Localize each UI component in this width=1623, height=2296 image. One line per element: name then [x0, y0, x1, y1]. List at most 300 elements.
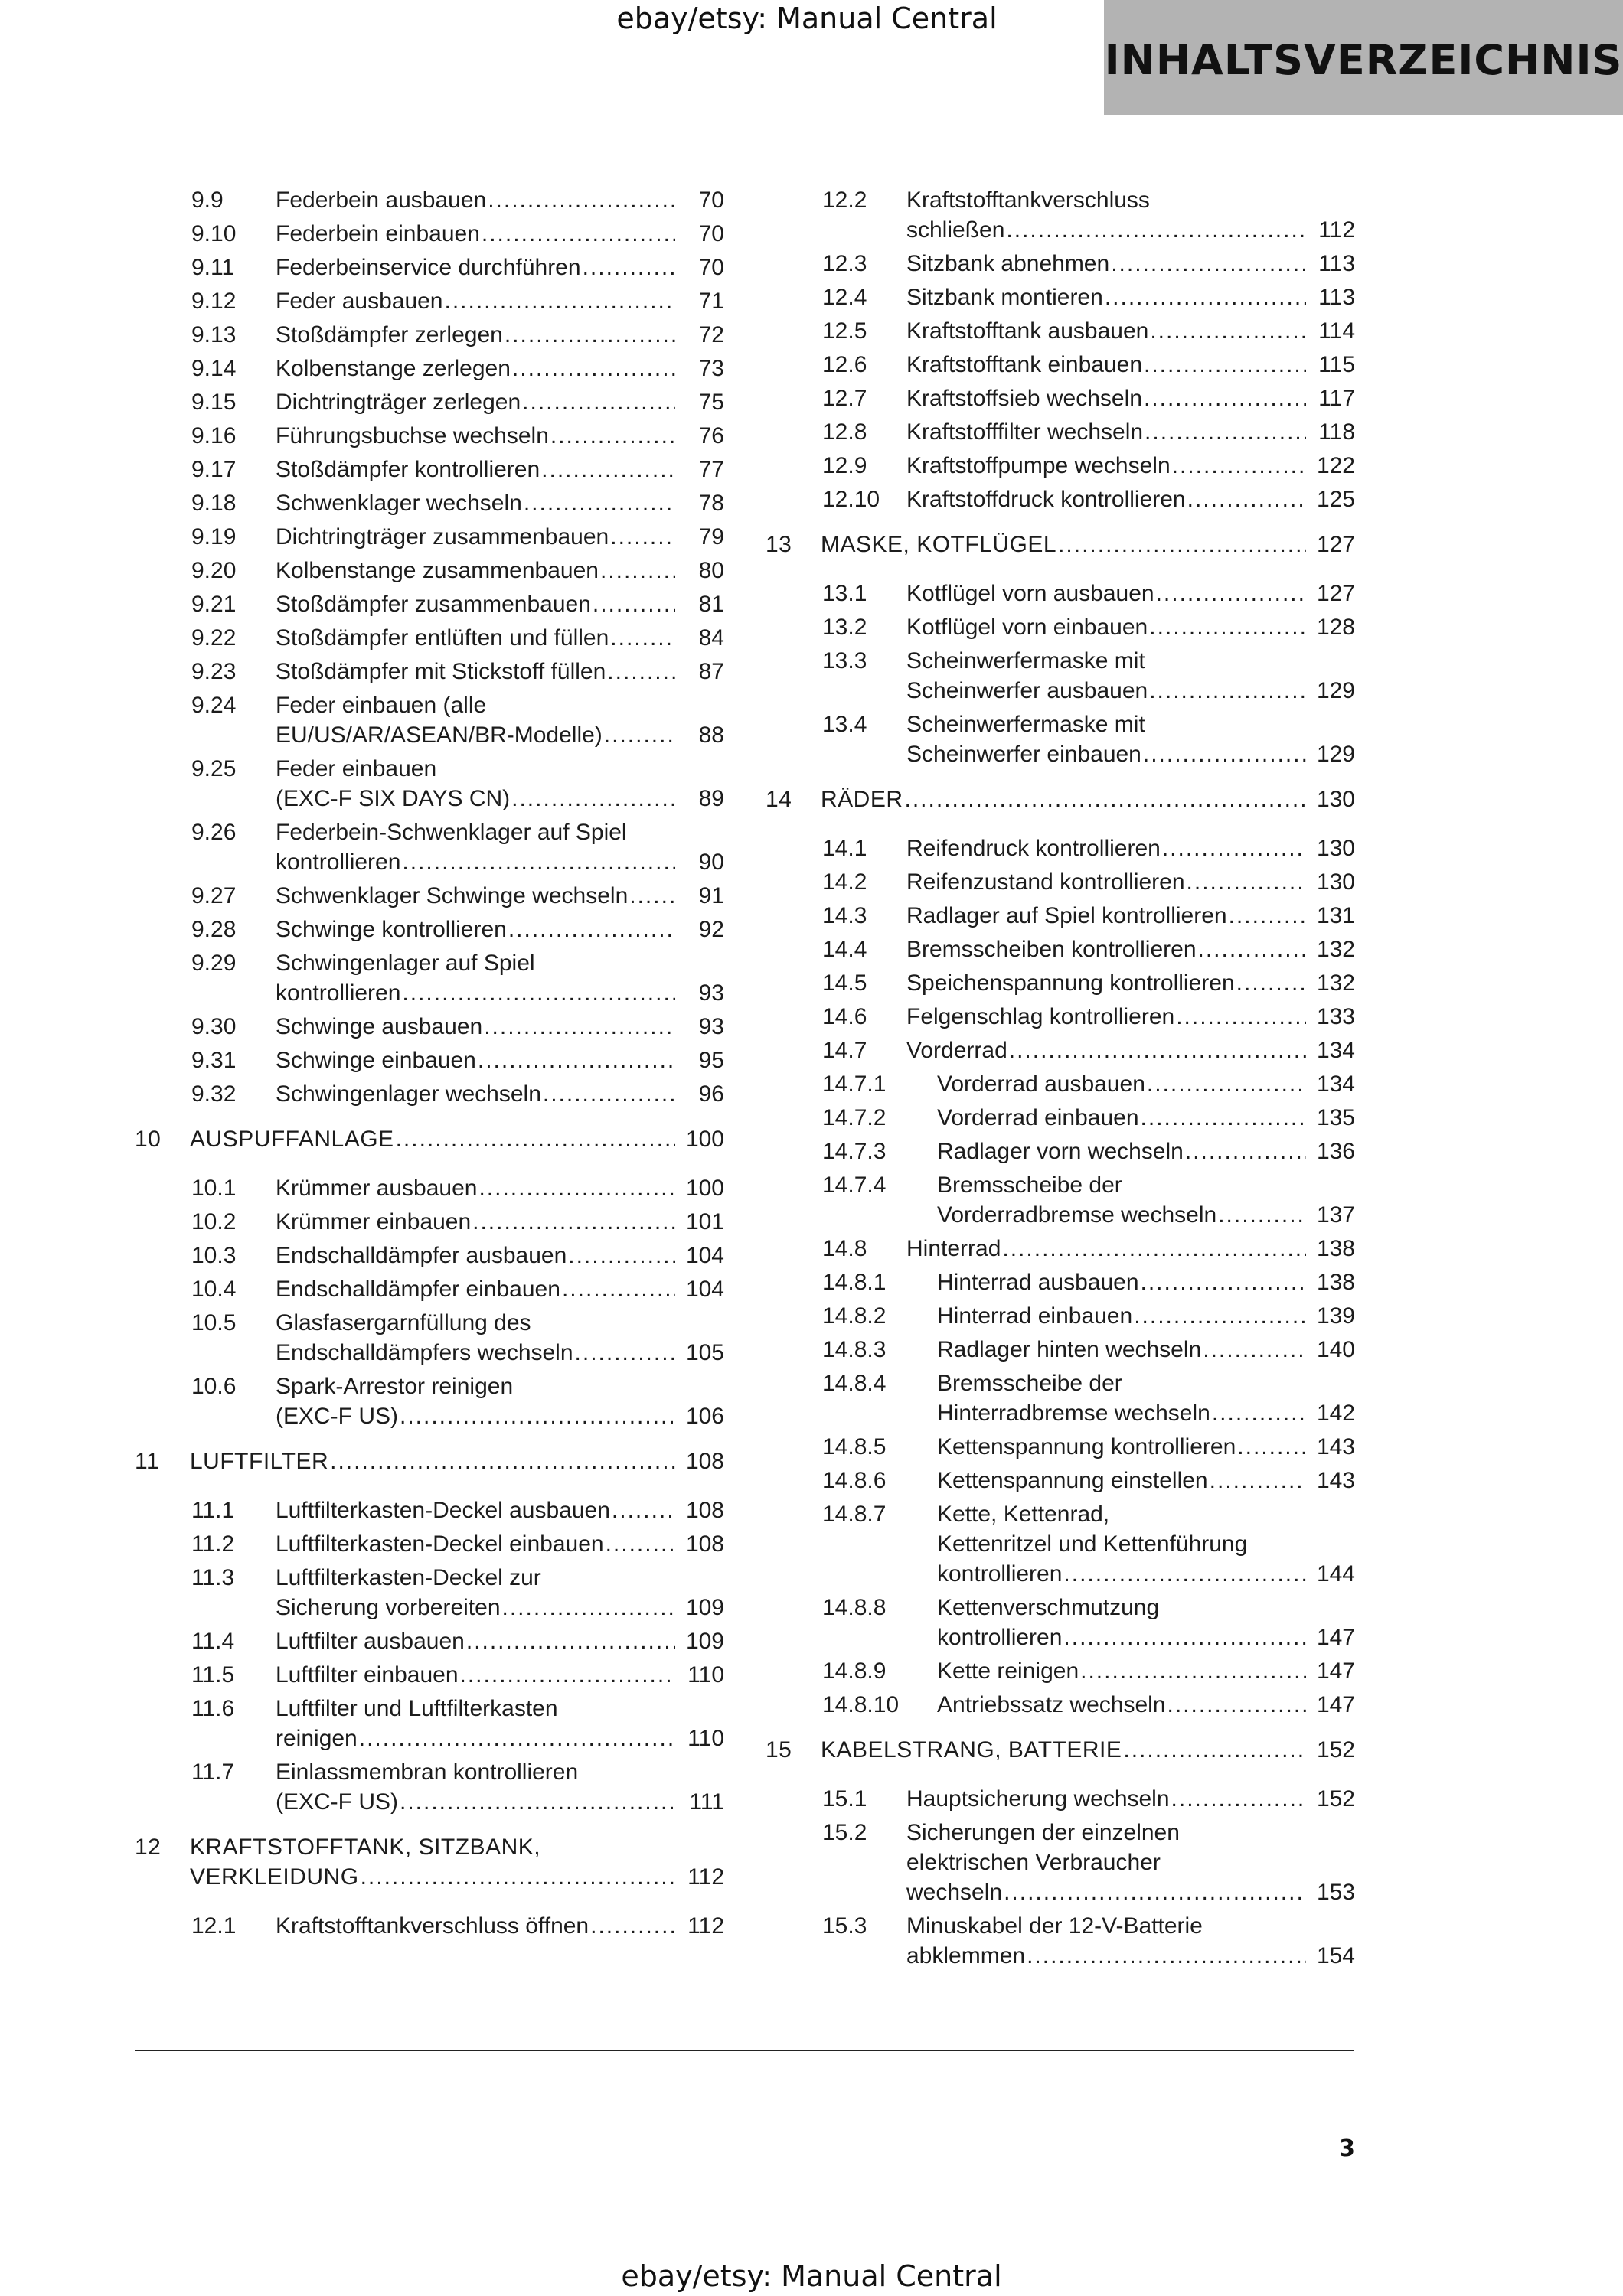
toc-entry-number: 14.8.5: [822, 1434, 887, 1459]
toc-entry-page: 137: [1316, 1202, 1355, 1228]
toc-entry[interactable]: [766, 1234, 1355, 1264]
section-title: INHALTSVERZEICHNIS: [1104, 35, 1623, 84]
toc-entry[interactable]: [135, 1079, 724, 1109]
toc-entry[interactable]: [135, 1563, 724, 1623]
toc-entry[interactable]: [135, 219, 724, 249]
toc-entry-title: (EXC-F US): [276, 1789, 398, 1815]
dot-leader: [550, 421, 675, 451]
toc-entry-page: 130: [1316, 869, 1355, 895]
toc-entry[interactable]: [135, 1495, 724, 1525]
toc-entry-page: 113: [1318, 285, 1355, 310]
toc-entry-page: 100: [685, 1176, 724, 1201]
dot-leader: [1210, 1466, 1306, 1495]
toc-entry[interactable]: [766, 1593, 1355, 1652]
toc-entry[interactable]: [766, 1466, 1355, 1495]
toc-entry-title: Kolbenstange zusammenbauen: [276, 558, 599, 583]
dot-leader: [575, 1338, 675, 1368]
toc-entry-page: 90: [698, 850, 724, 875]
toc-entry-number: 14.8.7: [822, 1502, 887, 1527]
toc-entry-page: 109: [685, 1629, 724, 1654]
dot-leader: [1002, 1234, 1306, 1264]
toc-entry-page: 76: [698, 423, 724, 448]
toc-entry-number: 9.29: [191, 951, 237, 976]
toc-entry[interactable]: [135, 754, 724, 814]
dot-leader: [1027, 1941, 1306, 1971]
dot-leader: [482, 219, 675, 249]
toc-entry-page: 127: [1316, 581, 1355, 606]
toc-entry-title: Scheinwerfer ausbauen: [906, 678, 1148, 703]
toc-entry-number: 11.4: [191, 1629, 235, 1654]
dot-leader: [1237, 1432, 1306, 1462]
toc-chapter-entry[interactable]: [135, 1446, 724, 1476]
toc-entry-title: Schwinge einbauen: [276, 1048, 476, 1073]
toc-entry-title: Bremsscheiben kontrollieren: [906, 937, 1197, 962]
toc-entry[interactable]: [766, 1911, 1355, 1971]
toc-entry[interactable]: [766, 1499, 1355, 1589]
toc-entry[interactable]: [135, 881, 724, 911]
toc-entry-page: 88: [698, 722, 724, 748]
toc-entry-title: Sitzbank abnehmen: [906, 251, 1110, 276]
toc-entry[interactable]: [766, 484, 1355, 514]
toc-entry-page: 100: [685, 1127, 724, 1152]
toc-entry[interactable]: [766, 1335, 1355, 1365]
toc-entry[interactable]: [766, 709, 1355, 769]
toc-entry-title: Schwingenlager wechseln: [276, 1081, 541, 1107]
toc-entry-number: 9.26: [191, 820, 237, 845]
toc-entry[interactable]: [766, 1656, 1355, 1686]
toc-entry-title: Glasfasergarnfüllung des: [276, 1310, 531, 1336]
toc-entry-title: kontrollieren: [276, 850, 401, 875]
dot-leader: [1236, 968, 1306, 998]
toc-entry-page: 106: [685, 1404, 724, 1429]
toc-entry[interactable]: [766, 350, 1355, 380]
toc-entry-page: 110: [687, 1662, 724, 1688]
toc-entry-number: 9.16: [191, 423, 237, 448]
dot-leader: [512, 354, 675, 383]
toc-entry-title: Dichtringträger zusammenbauen: [276, 524, 609, 550]
toc-entry-page: 92: [698, 917, 724, 942]
toc-entry[interactable]: [135, 690, 724, 750]
toc-entry-number: 10.2: [191, 1209, 237, 1234]
toc-entry-title: Kette reinigen: [937, 1658, 1079, 1684]
footer-divider: [135, 2050, 1354, 2051]
toc-entry-page: 138: [1316, 1236, 1355, 1261]
toc-entry[interactable]: [766, 1818, 1355, 1907]
toc-entry-page: 81: [698, 592, 724, 617]
toc-entry-page: 104: [685, 1277, 724, 1302]
toc-entry-number: 9.20: [191, 558, 237, 583]
toc-entry[interactable]: [766, 1267, 1355, 1297]
toc-entry[interactable]: [766, 867, 1355, 897]
toc-entry-title: Bremsscheibe der: [937, 1371, 1122, 1396]
dot-leader: [400, 1401, 675, 1431]
dot-leader: [502, 1593, 675, 1623]
toc-entry-title: Krümmer einbauen: [276, 1209, 472, 1234]
toc-entry[interactable]: [135, 1660, 724, 1690]
toc-entry-title: Luftfilterkasten-Deckel einbauen: [276, 1531, 604, 1557]
toc-entry-number: 9.9: [191, 188, 224, 213]
toc-entry-number: 9.13: [191, 322, 237, 347]
toc-entry[interactable]: [135, 915, 724, 944]
toc-entry-number: 14.8.4: [822, 1371, 887, 1396]
toc-entry-title: kontrollieren: [276, 980, 401, 1006]
toc-entry[interactable]: [135, 948, 724, 1008]
toc-entry-page: 117: [1318, 386, 1355, 411]
toc-entry[interactable]: [766, 1137, 1355, 1166]
toc-entry[interactable]: [135, 1045, 724, 1075]
toc-entry-number: 11.2: [191, 1531, 235, 1557]
toc-entry-title: Federbein einbauen: [276, 221, 480, 246]
dot-leader: [1172, 451, 1306, 481]
toc-entry[interactable]: [766, 1784, 1355, 1814]
toc-entry[interactable]: [135, 421, 724, 451]
toc-entry-title: Krümmer ausbauen: [276, 1176, 478, 1201]
toc-entry-title: Scheinwerfermaske mit: [906, 648, 1145, 673]
toc-entry[interactable]: [766, 579, 1355, 608]
dot-leader: [1111, 249, 1306, 279]
toc-entry-title: Schwinge kontrollieren: [276, 917, 507, 942]
toc-chapter-entry[interactable]: [766, 1735, 1355, 1765]
toc-entry-page: 130: [1316, 787, 1355, 812]
toc-entry[interactable]: [766, 417, 1355, 447]
toc-entry-page: 139: [1316, 1303, 1355, 1329]
dot-leader: [1187, 867, 1306, 897]
toc-entry[interactable]: [135, 589, 724, 619]
watermark-bottom-text: ebay/etsy: Manual Central: [621, 2259, 1002, 2293]
toc-entry-title: Radlager auf Spiel kontrollieren: [906, 903, 1227, 928]
toc-entry-page: 95: [698, 1048, 724, 1073]
toc-entry[interactable]: [766, 451, 1355, 481]
dot-leader: [478, 1045, 675, 1075]
dot-leader: [1123, 1735, 1306, 1765]
toc-entry[interactable]: [135, 1911, 724, 1941]
toc-entry-number: 13.1: [822, 581, 867, 606]
toc-entry-title: wechseln: [906, 1880, 1003, 1905]
toc-entry[interactable]: [135, 556, 724, 585]
dot-leader: [562, 1274, 675, 1304]
toc-entry[interactable]: [766, 282, 1355, 312]
toc-entry-title: Kraftstoffdruck kontrollieren: [906, 487, 1186, 512]
dot-leader: [1004, 1877, 1306, 1907]
toc-entry[interactable]: [766, 1035, 1355, 1065]
toc-chapter-entry[interactable]: [766, 530, 1355, 559]
dot-leader: [1144, 383, 1306, 413]
toc-entry[interactable]: [766, 1170, 1355, 1230]
toc-entry-title: Scheinwerfermaske mit: [906, 712, 1145, 737]
toc-entry-page: 87: [698, 659, 724, 684]
toc-entry[interactable]: [766, 1432, 1355, 1462]
toc-entry[interactable]: [135, 286, 724, 316]
toc-entry-number: 14.2: [822, 869, 867, 895]
toc-entry-page: 110: [687, 1726, 724, 1751]
toc-entry-number: 10.3: [191, 1243, 237, 1268]
section-header: [1104, 0, 1623, 115]
toc-entry-number: 14.7.3: [822, 1139, 887, 1164]
toc-entry-page: 140: [1316, 1337, 1355, 1362]
toc-entry-page: 80: [698, 558, 724, 583]
toc-entry-title: abklemmen: [906, 1943, 1026, 1968]
toc-entry-page: 79: [698, 524, 724, 550]
toc-entry[interactable]: [135, 1308, 724, 1368]
toc-entry-page: 129: [1316, 678, 1355, 703]
toc-entry-title: Kraftstofftankverschluss: [906, 188, 1150, 213]
toc-entry[interactable]: [766, 383, 1355, 413]
toc-entry[interactable]: [766, 316, 1355, 346]
toc-entry-number: 9.22: [191, 625, 237, 651]
toc-entry-title: Kettenspannung einstellen: [937, 1468, 1208, 1493]
dot-leader: [1063, 1559, 1306, 1589]
dot-leader: [590, 1911, 675, 1941]
toc-entry-page: 130: [1316, 836, 1355, 861]
toc-entry[interactable]: [135, 1694, 724, 1753]
toc-entry-page: 133: [1316, 1004, 1355, 1029]
toc-entry[interactable]: [766, 1301, 1355, 1331]
toc-entry-number: 11.3: [191, 1565, 235, 1590]
toc-entry-number: 14.6: [822, 1004, 867, 1029]
toc-entry-title: reinigen: [276, 1726, 358, 1751]
toc-entry-title: Vorderrad ausbauen: [937, 1071, 1145, 1097]
toc-entry-title: Stoßdämpfer mit Stickstoff füllen: [276, 659, 606, 684]
page-number: 3: [1339, 2135, 1355, 2162]
dot-leader: [607, 657, 675, 687]
toc-entry-page: 144: [1316, 1561, 1355, 1587]
toc-entry-number: 14.8.6: [822, 1468, 887, 1493]
toc-entry-number: 9.23: [191, 659, 237, 684]
toc-entry-page: 118: [1318, 419, 1355, 445]
toc-entry-title: Feder ausbauen: [276, 289, 443, 314]
toc-entry-title: Luftfilter ausbauen: [276, 1629, 465, 1654]
dot-leader: [402, 847, 675, 877]
toc-entry-title: Kotflügel vorn ausbauen: [906, 581, 1154, 606]
toc-entry-title: VERKLEIDUNG: [190, 1864, 359, 1890]
toc-entry-title: LUFTFILTER: [190, 1449, 329, 1474]
toc-entry-page: 129: [1316, 742, 1355, 767]
toc-entry[interactable]: [135, 817, 724, 877]
toc-entry-title: Feder einbauen (alle: [276, 693, 487, 718]
dot-leader: [400, 1787, 675, 1817]
toc-entry[interactable]: [135, 1173, 724, 1203]
toc-entry-page: 142: [1316, 1401, 1355, 1426]
toc-entry-page: 132: [1316, 937, 1355, 962]
toc-entry-title: Führungsbuchse wechseln: [276, 423, 549, 448]
dot-leader: [478, 1173, 675, 1203]
toc-entry-number: 9.32: [191, 1081, 237, 1107]
dot-leader: [402, 978, 675, 1008]
toc-entry[interactable]: [135, 1626, 724, 1656]
toc-entry-number: 9.27: [191, 883, 237, 908]
toc-entry-number: 14.3: [822, 903, 867, 928]
toc-entry[interactable]: [135, 320, 724, 350]
toc-entry-number: 9.31: [191, 1048, 237, 1073]
toc-entry-title: elektrischen Verbraucher: [906, 1850, 1161, 1875]
toc-entry-page: 128: [1316, 615, 1355, 640]
toc-entry-page: 134: [1316, 1071, 1355, 1097]
toc-entry-page: 73: [698, 356, 724, 381]
toc-entry-title: RÄDER: [821, 787, 903, 812]
toc-entry[interactable]: [766, 612, 1355, 642]
toc-entry-title: Scheinwerfer einbauen: [906, 742, 1141, 767]
toc-entry[interactable]: [135, 1757, 724, 1817]
dot-leader: [606, 1529, 675, 1559]
dot-leader: [1149, 612, 1306, 642]
toc-entry-page: 143: [1316, 1434, 1355, 1459]
toc-entry[interactable]: [135, 455, 724, 484]
toc-entry-title: Radlager vorn wechseln: [937, 1139, 1184, 1164]
toc-entry-number: 9.21: [191, 592, 237, 617]
watermark-top-text: ebay/etsy: Manual Central: [616, 2, 998, 35]
toc-entry-number: 14.8.1: [822, 1270, 887, 1295]
toc-entry[interactable]: [766, 833, 1355, 863]
toc-entry-title: Luftfilterkasten-Deckel zur: [276, 1565, 541, 1590]
toc-entry[interactable]: [135, 1274, 724, 1304]
toc-entry-title: Vorderrad einbauen: [937, 1105, 1139, 1130]
toc-entry-number: 9.18: [191, 491, 237, 516]
toc-entry-number: 12.5: [822, 318, 867, 344]
toc-entry-title: Spark-Arrestor reinigen: [276, 1374, 514, 1399]
dot-leader: [1141, 1267, 1306, 1297]
toc-entry[interactable]: [135, 488, 724, 518]
toc-entry-number: 9.24: [191, 693, 237, 718]
toc-entry-title: Schwinge ausbauen: [276, 1014, 483, 1039]
toc-entry-page: 134: [1316, 1038, 1355, 1063]
toc-entry-title: (EXC-F SIX DAYS CN): [276, 786, 511, 811]
dot-leader: [1176, 1002, 1306, 1032]
toc-entry[interactable]: [766, 1103, 1355, 1133]
toc-entry-title: Einlassmembran kontrollieren: [276, 1760, 579, 1785]
toc-entry-page: 125: [1316, 487, 1355, 512]
dot-leader: [1162, 833, 1306, 863]
toc-entry-title: Vorderradbremse wechseln: [937, 1202, 1217, 1228]
toc-entry-title: schließen: [906, 217, 1005, 243]
toc-entry[interactable]: [135, 387, 724, 417]
toc-entry[interactable]: [766, 249, 1355, 279]
toc-entry-number: 14.8.2: [822, 1303, 887, 1329]
dot-leader: [488, 185, 675, 215]
toc-entry-page: 112: [687, 1864, 724, 1890]
toc-entry-title: Luftfilterkasten-Deckel ausbauen: [276, 1498, 610, 1523]
toc-entry-title: Hinterrad ausbauen: [937, 1270, 1139, 1295]
toc-entry-number: 13.4: [822, 712, 867, 737]
toc-entry-title: EU/US/AR/ASEAN/BR-Modelle): [276, 722, 603, 748]
toc-entry-page: 136: [1316, 1139, 1355, 1164]
toc-entry-title: Endschalldämpfer einbauen: [276, 1277, 560, 1302]
toc-entry-number: 10.1: [191, 1176, 237, 1201]
toc-entry-title: Speichenspannung kontrollieren: [906, 970, 1235, 996]
dot-leader: [396, 1124, 675, 1154]
dot-leader: [522, 387, 675, 417]
dot-leader: [1134, 1301, 1306, 1331]
dot-leader: [1150, 316, 1306, 346]
toc-entry-title: Radlager hinten wechseln: [937, 1337, 1202, 1362]
toc-entry-title: Kraftstofftank einbauen: [906, 352, 1142, 377]
toc-entry[interactable]: [766, 185, 1355, 245]
dot-leader: [505, 320, 675, 350]
toc-entry-number: 15.3: [822, 1913, 867, 1939]
toc-entry-title: Kettenspannung kontrollieren: [937, 1434, 1236, 1459]
dot-leader: [1185, 1137, 1306, 1166]
toc-column-right: [766, 185, 1355, 1975]
toc-entry[interactable]: [135, 1207, 724, 1237]
toc-entry-number: 14.8.10: [822, 1692, 900, 1717]
toc-entry-number: 14.1: [822, 836, 867, 861]
toc-entry-number: 14.8: [822, 1236, 867, 1261]
dot-leader: [1006, 215, 1306, 245]
toc-entry-number: 11.1: [191, 1498, 235, 1523]
toc-entry[interactable]: [135, 1012, 724, 1042]
dot-leader: [583, 253, 675, 282]
toc-chapter-entry[interactable]: [766, 784, 1355, 814]
toc-entry[interactable]: [766, 1002, 1355, 1032]
toc-entry[interactable]: [135, 1529, 724, 1559]
dot-leader: [593, 589, 675, 619]
toc-entry-number: 12.3: [822, 251, 867, 276]
toc-entry-page: 72: [698, 322, 724, 347]
toc-entry[interactable]: [135, 354, 724, 383]
watermark-bottom: [0, 2259, 1623, 2293]
toc-entry[interactable]: [766, 901, 1355, 931]
toc-entry-number: 11.7: [191, 1760, 235, 1785]
dot-leader: [1198, 934, 1306, 964]
toc-entry[interactable]: [135, 623, 724, 653]
toc-entry-number: 12.9: [822, 453, 867, 478]
toc-entry-title: Schwingenlager auf Spiel: [276, 951, 535, 976]
toc-entry-page: 138: [1316, 1270, 1355, 1295]
dot-leader: [1171, 1784, 1306, 1814]
dot-leader: [1229, 901, 1306, 931]
toc-entry[interactable]: [766, 934, 1355, 964]
toc-entry[interactable]: [135, 253, 724, 282]
toc-entry-number: 13: [766, 532, 792, 557]
dot-leader: [541, 455, 675, 484]
toc-entry-page: 153: [1316, 1880, 1355, 1905]
toc-entry-title: Kraftstoffpumpe wechseln: [906, 453, 1171, 478]
toc-entry[interactable]: [766, 1069, 1355, 1099]
toc-entry[interactable]: [766, 1690, 1355, 1720]
toc-entry-number: 13.2: [822, 615, 867, 640]
dot-leader: [361, 1862, 675, 1892]
toc-entry[interactable]: [766, 968, 1355, 998]
toc-entry[interactable]: [135, 657, 724, 687]
toc-entry-title: Stoßdämpfer zusammenbauen: [276, 592, 591, 617]
toc-entry-title: Reifenzustand kontrollieren: [906, 869, 1185, 895]
dot-leader: [1009, 1035, 1306, 1065]
toc-entry-title: Stoßdämpfer entlüften und füllen: [276, 625, 609, 651]
toc-chapter-entry[interactable]: [135, 1124, 724, 1154]
toc-entry-number: 12.7: [822, 386, 867, 411]
toc-entry-title: Sicherung vorbereiten: [276, 1595, 501, 1620]
toc-entry-number: 10.5: [191, 1310, 237, 1336]
dot-leader: [359, 1724, 675, 1753]
toc-chapter-entry[interactable]: [135, 1832, 724, 1892]
toc-entry-number: 14.4: [822, 937, 867, 962]
toc-column-left: [135, 185, 724, 1945]
toc-entry[interactable]: [135, 185, 724, 215]
toc-entry[interactable]: [766, 1368, 1355, 1428]
toc-entry-page: 147: [1316, 1625, 1355, 1650]
toc-entry[interactable]: [766, 646, 1355, 706]
toc-entry-number: 10: [135, 1127, 162, 1152]
toc-entry-number: 9.30: [191, 1014, 237, 1039]
toc-entry-number: 11.6: [191, 1696, 235, 1721]
toc-entry-page: 71: [698, 289, 724, 314]
toc-entry[interactable]: [135, 522, 724, 552]
toc-entry[interactable]: [135, 1241, 724, 1270]
dot-leader: [568, 1241, 675, 1270]
dot-leader: [604, 720, 675, 750]
toc-entry[interactable]: [135, 1371, 724, 1431]
toc-entry-title: kontrollieren: [937, 1625, 1063, 1650]
dot-leader: [1203, 1335, 1306, 1365]
